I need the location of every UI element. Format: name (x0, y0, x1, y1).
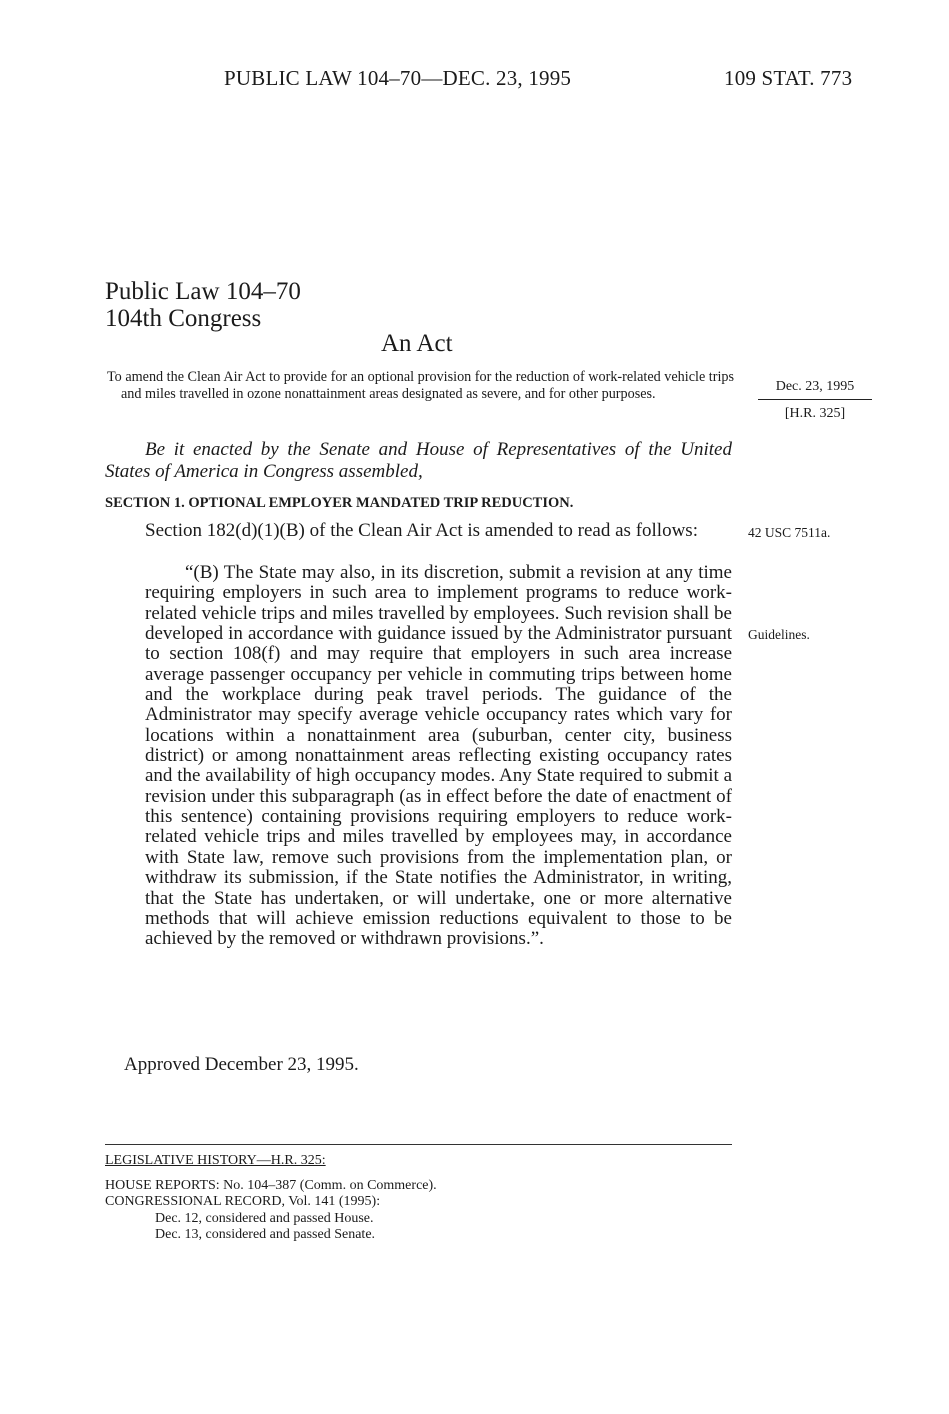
running-header-left: PUBLIC LAW 104–70—DEC. 23, 1995 (224, 66, 572, 90)
enactment-date: Dec. 23, 1995 (758, 379, 872, 400)
congressional-record: CONGRESSIONAL RECORD, Vol. 141 (1995): (105, 1194, 381, 1209)
page-citation: 109 STAT. 773 (724, 66, 853, 90)
approval-date: Approved December 23, 1995. (124, 1054, 359, 1075)
law-number: Public Law 104–70 (105, 278, 301, 305)
act-heading: An Act (381, 330, 453, 357)
margin-note-usc: 42 USC 7511a. (748, 525, 831, 540)
margin-date-block (758, 379, 872, 422)
legislative-history (105, 1153, 437, 1244)
section-heading: SECTION 1. OPTIONAL EMPLOYER MANDATED TRIP REDUCTION. (105, 495, 574, 511)
history-action: Dec. 12, considered and passed House. (155, 1210, 374, 1226)
legislative-history-heading: LEGISLATIVE HISTORY—H.R. 325: (105, 1153, 326, 1168)
act-purpose: To amend the Clean Air Act to provide for an optional provision for the reduction of work-related vehicle trips and miles travelled in ozone nonattainment areas designated as severe, and for other purposes. (107, 369, 735, 402)
section-intro: Section 182(d)(1)(B) of the Clean Air Act is amended to read as follows: (145, 520, 698, 541)
margin-note-guidelines: Guidelines. (748, 627, 810, 642)
house-reports: HOUSE REPORTS: No. 104–387 (Comm. on Commerce). (105, 1177, 437, 1193)
enacting-clause: Be it enacted by the Senate and House of Representatives of the United States of America in Congress assembled, (105, 439, 732, 482)
footer-divider (105, 1144, 732, 1145)
congress-number: 104th Congress (105, 305, 262, 332)
amendment-text: “(B) The State may also, in its discretion, submit a revision at any time requiring employers in such area to implement programs to reduce work-related vehicle trips and miles travelled by employees. Such revision shall be developed in accordance with guidance issued by the Administrator pursuant to section 108(f) and may require that employers in such area increase average passenger occupancy per vehicle in commuting trips between home and the workplace during peak travel periods. The guidance of the Administrator may specify average vehicle occupancy rates which vary for locations within a nonattainment area (suburban, center city, business district) or among nonattainment areas reflecting existing occupancy rates and the availability of high occupancy modes. Any State required to submit a revision under this subparagraph (as in effect before the date of enactment of this sentence) containing provisions requiring employers to reduce work-related vehicle trips and miles travelled by employees may, in accordance with State law, remove such provisions from the implementation plan, or withdraw its submission, if the State notifies the Administrator, in writing, that the State has undertaken, or will undertake, one or more alternative methods that will achieve emission reductions equivalent to those to be achieved by the removed or withdrawn provisions.”. (145, 562, 732, 950)
bill-number: [H.R. 325] (784, 406, 846, 421)
history-action: Dec. 13, considered and passed Senate. (155, 1227, 376, 1242)
